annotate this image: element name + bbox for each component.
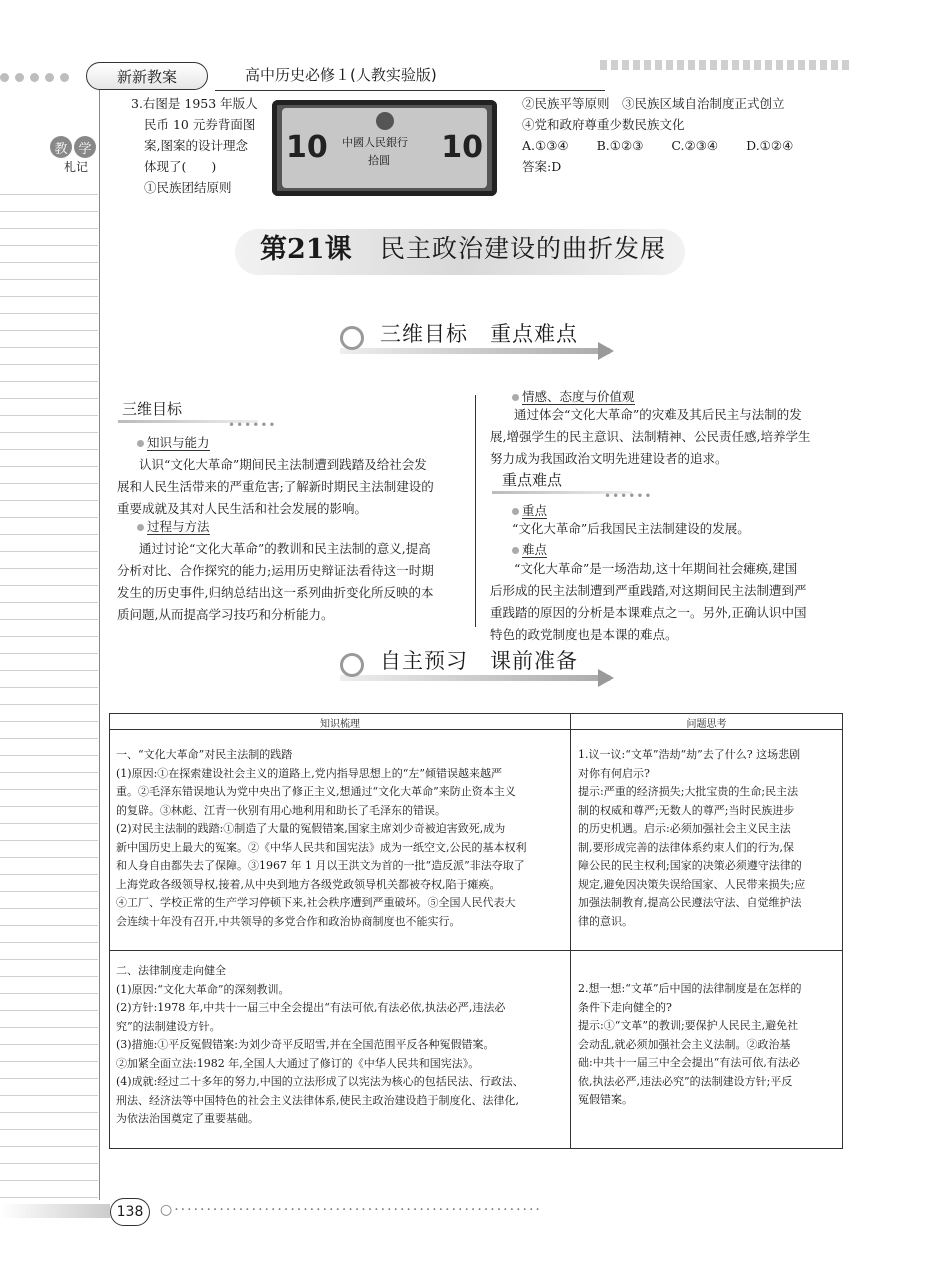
cell-line: 条件下走向健全的? [578, 1000, 672, 1014]
cell-line: 制,要形成完善的法律体系约束人们的行为,保 [578, 840, 794, 854]
emotion-text [490, 404, 842, 470]
section-arrow-icon [598, 669, 614, 687]
subhead-label: 重点难点 [502, 471, 563, 489]
page-number: 138 [110, 1198, 150, 1226]
cell-line: 制的权威和尊严;无数人的尊严;当时民族进步 [578, 803, 795, 817]
text-line: 通过讨论“文化大革命”的教训和民主法制的意义,提高 [139, 541, 431, 556]
table-header-knowledge: 知识梳理 [320, 719, 360, 730]
brand-label: 新新教案 [86, 62, 208, 90]
lesson-number: 第21课 [260, 234, 352, 265]
row2-knowledge-cell [116, 962, 566, 1129]
q3-choices [522, 135, 793, 156]
row2-question-cell [578, 980, 838, 1110]
text-line: 通过体会“文化大革命”的灾难及其后民主与法制的发 [514, 407, 802, 422]
subhead-label: 三维目标 [122, 400, 183, 418]
q3-line: 体现了( ) [144, 159, 217, 174]
cell-line: 的历史机遇。启示:必须加强社会主义民主法 [578, 822, 791, 835]
page-header-title: 高中历史必修１(人教实验版) [245, 66, 437, 84]
section-goals-header [340, 318, 620, 366]
subhead-keypoints [492, 469, 653, 503]
section-title: 三维目标 重点难点 [380, 322, 578, 346]
cell-line: 为依法治国奠定了重要基础。 [116, 1112, 259, 1125]
banknote-image [272, 100, 497, 196]
lesson-banner [235, 215, 685, 285]
banknote-value-text: 拾圓 [368, 154, 390, 167]
header-rule [215, 90, 605, 91]
cell-line: 加强法制教育,提高公民遵法守法、自觉维护法 [578, 896, 802, 909]
footer-dots: ○························································· [160, 1202, 542, 1218]
banknote-left-denomination: 10 [286, 130, 328, 165]
section-bar [340, 348, 610, 354]
text-line: 发生的历史事件,归纳总结出这一系列曲折变化所反映的本 [117, 585, 434, 600]
cell-line: 对你有何启示? [578, 766, 650, 780]
section-arrow-icon [598, 342, 614, 360]
difficulty-label [512, 540, 547, 558]
cell-line: 冤假错案。 [578, 1093, 633, 1106]
q3-option: C.②③④ [671, 138, 719, 153]
section-preview-header [340, 645, 620, 693]
cell-line: 的复辟。③林彪、江青一伙别有用心地利用和助长了毛泽东的错误。 [116, 803, 446, 817]
focus-text: “文化大革命”后我国民主法制建设的发展。 [512, 521, 750, 536]
sidebar-divider [99, 90, 100, 1200]
q3-right-line: ④党和政府尊重少数民族文化 [522, 117, 685, 132]
q3-line: 3.右图是 1953 年版人 [131, 96, 258, 111]
column-divider [475, 395, 476, 627]
section-title: 自主预习 课前准备 [380, 649, 578, 673]
cell-line: ④工厂、学校正常的生产学习停顿下来,社会秩序遭到严重破坏。⑤全国人民代表大 [116, 896, 516, 909]
cell-line: 和人身自由都失去了保障。③1967 年 1 月以王洪文为首的一批“造反派”非法夺取了 [116, 859, 525, 872]
process-label [137, 517, 210, 535]
subhead-dots: •••••• [228, 418, 277, 432]
q3-option: A.①③④ [522, 138, 569, 153]
header-box-strip [600, 60, 850, 70]
row1-question-cell [578, 746, 838, 931]
cell-line: 律的意识。 [578, 914, 633, 928]
cell-line: 础:中共十一届三中全会提出“有法可依,有法必 [578, 1056, 800, 1069]
cell-line: (1)原因:①在探索建设社会主义的道路上,党内指导思想上的“左”倾错误越来越严 [116, 766, 503, 780]
table-divider [570, 714, 571, 1148]
text-line: 分析对比、合作探究的能力;运用历史辩证法看待这一时期 [117, 563, 434, 578]
q3-right-line: ②民族平等原则 ③民族区域自治制度正式创立 [522, 96, 785, 111]
cell-line: 一、“文化大革命”对民主法制的践踏 [116, 748, 293, 761]
cell-line: ②加紧全面立法:1982 年,全国人大通过了修订的《中华人民共和国宪法》。 [116, 1056, 480, 1070]
national-emblem-icon [376, 112, 394, 130]
q3-line: 案,图案的设计理念 [144, 138, 248, 153]
cell-line: 提示:①“文革”的教训;要保护人民民主,避免社 [578, 1019, 799, 1032]
process-label-text: 过程与方法 [147, 519, 210, 534]
q3-line: 民币 10 元券背面图 [144, 117, 256, 132]
banknote-bank-name: 中國人民銀行 [342, 136, 408, 149]
text-line: 认识“文化大革命”期间民主法制遭到践踏及给社会发 [139, 457, 427, 472]
cell-line: 障公民的民主权利;国家的决策必须遵守法律的 [578, 859, 802, 872]
cell-line: 二、法律制度走向健全 [116, 964, 226, 977]
sidebar-note-lines [0, 178, 98, 1208]
cell-line: 提示:严重的经济损失;大批宝贵的生命;民主法 [578, 785, 799, 798]
text-line: 展,增强学生的民主意识、法制精神、公民责任感,培养学生 [490, 429, 811, 444]
cell-line: 会动乱,就必须加强社会主义法制。②政治基 [578, 1037, 791, 1051]
q3-answer: 答案:D [522, 159, 562, 174]
cell-line: 1.议一议:“文革”浩劫“劫”去了什么? 这场悲剧 [578, 748, 801, 761]
cell-line: 依,执法必严,违法必究”的法制建设方针;平反 [578, 1074, 793, 1088]
text-line: 重践踏的原因的分析是本课难点之一。另外,正确认识中国 [490, 605, 807, 620]
difficulty-text [490, 558, 842, 646]
difficulty-label-text: 难点 [522, 542, 548, 557]
process-text [117, 538, 467, 626]
text-line: 后形成的民主法制遭到严重践踏,对这期间民主法制遭到严 [490, 583, 807, 598]
cell-line: 新中国历史上最大的冤案。②《中华人民共和国宪法》成为一纸空文,公民的基本权利 [116, 840, 527, 854]
emotion-label-text: 情感、态度与价值观 [522, 389, 635, 404]
text-line: 重要成就及其对人民生活和社会发展的影响。 [117, 501, 368, 516]
banknote-right-denomination: 10 [441, 130, 483, 165]
text-line: 努力成为我国政治文明先进建设者的追求。 [490, 451, 728, 466]
table-row-rule [110, 950, 842, 951]
subhead-three-goals [118, 398, 278, 432]
section-circle-icon [340, 653, 364, 677]
focus-label [512, 501, 547, 519]
focus-label-text: 重点 [522, 503, 548, 518]
q3-line: ①民族团结原则 [144, 180, 232, 195]
knowledge-table [109, 713, 843, 1149]
header-dots [0, 66, 80, 88]
text-line: 质问题,从而提高学习技巧和分析能力。 [117, 607, 334, 622]
subhead-dots: •••••• [604, 489, 653, 503]
cell-line: (2)对民主法制的践踏:①制造了大量的冤假错案,国家主席刘少奇被迫害致死,成为 [116, 822, 506, 835]
cell-line: 重。②毛泽东错误地认为党中央出了修正主义,想通过“文化大革命”来防止资本主义 [116, 785, 516, 798]
table-header-questions: 问题思考 [686, 719, 727, 730]
footer-bar [0, 1204, 110, 1218]
cell-line: 会连续十年没有召开,中共领导的多党合作和政治协商制度也不能实行。 [116, 914, 461, 928]
text-line: 展和人民生活带来的严重危害;了解新时期民主法制建设的 [117, 479, 434, 494]
text-line: “文化大革命”是一场浩劫,这十年期间社会瘫痪,建国 [514, 561, 798, 576]
row1-knowledge-cell [116, 746, 566, 931]
sidebar-tag-learn: 学 [74, 136, 96, 158]
knowledge-label [137, 433, 210, 451]
cell-line: 究”的法制建设方针。 [116, 1019, 221, 1033]
sidebar-notes-label: 札记 [64, 160, 89, 174]
emotion-label [512, 387, 635, 405]
cell-line: 刑法、经济法等中国特色的社会主义法律体系,使民主政治建设趋于制度化、法律化, [116, 1093, 519, 1107]
cell-line: 上海党政各级领导权,接着,从中央到地方各级党政领导机关都被夺权,陷于瘫痪。 [116, 877, 501, 891]
question-3-options-right [522, 93, 793, 177]
knowledge-label-text: 知识与能力 [147, 435, 210, 450]
text-line: 特色的政党制度也是本课的难点。 [490, 627, 678, 642]
q3-option: B.①②③ [596, 138, 644, 153]
sidebar-tag-teach: 教 [50, 136, 72, 158]
cell-line: (2)方针:1978 年,中共十一届三中全会提出“有法可依,有法必依,执法必严,违法必 [116, 1001, 506, 1014]
knowledge-text [117, 454, 467, 520]
question-3-stem [130, 93, 258, 198]
cell-line: (1)原因:“文化大革命”的深刻教训。 [116, 982, 290, 996]
lesson-title: 民主政治建设的曲折发展 [380, 234, 667, 263]
banknote-face [282, 108, 487, 188]
cell-line: (3)措施:①平反冤假错案:为刘少奇平反昭雪,并在全国范围平反各种冤假错案。 [116, 1038, 495, 1051]
cell-line: 规定,避免因决策失误给国家、人民带来损失;应 [578, 877, 806, 891]
cell-line: (4)成就:经过二十多年的努力,中国的立法形成了以宪法为核心的包括民法、行政法、 [116, 1075, 524, 1088]
section-circle-icon [340, 326, 364, 350]
section-bar [340, 675, 610, 681]
cell-line: 2.想一想:“文革”后中国的法律制度是在怎样的 [578, 982, 802, 995]
q3-option: D.①②④ [746, 138, 794, 153]
